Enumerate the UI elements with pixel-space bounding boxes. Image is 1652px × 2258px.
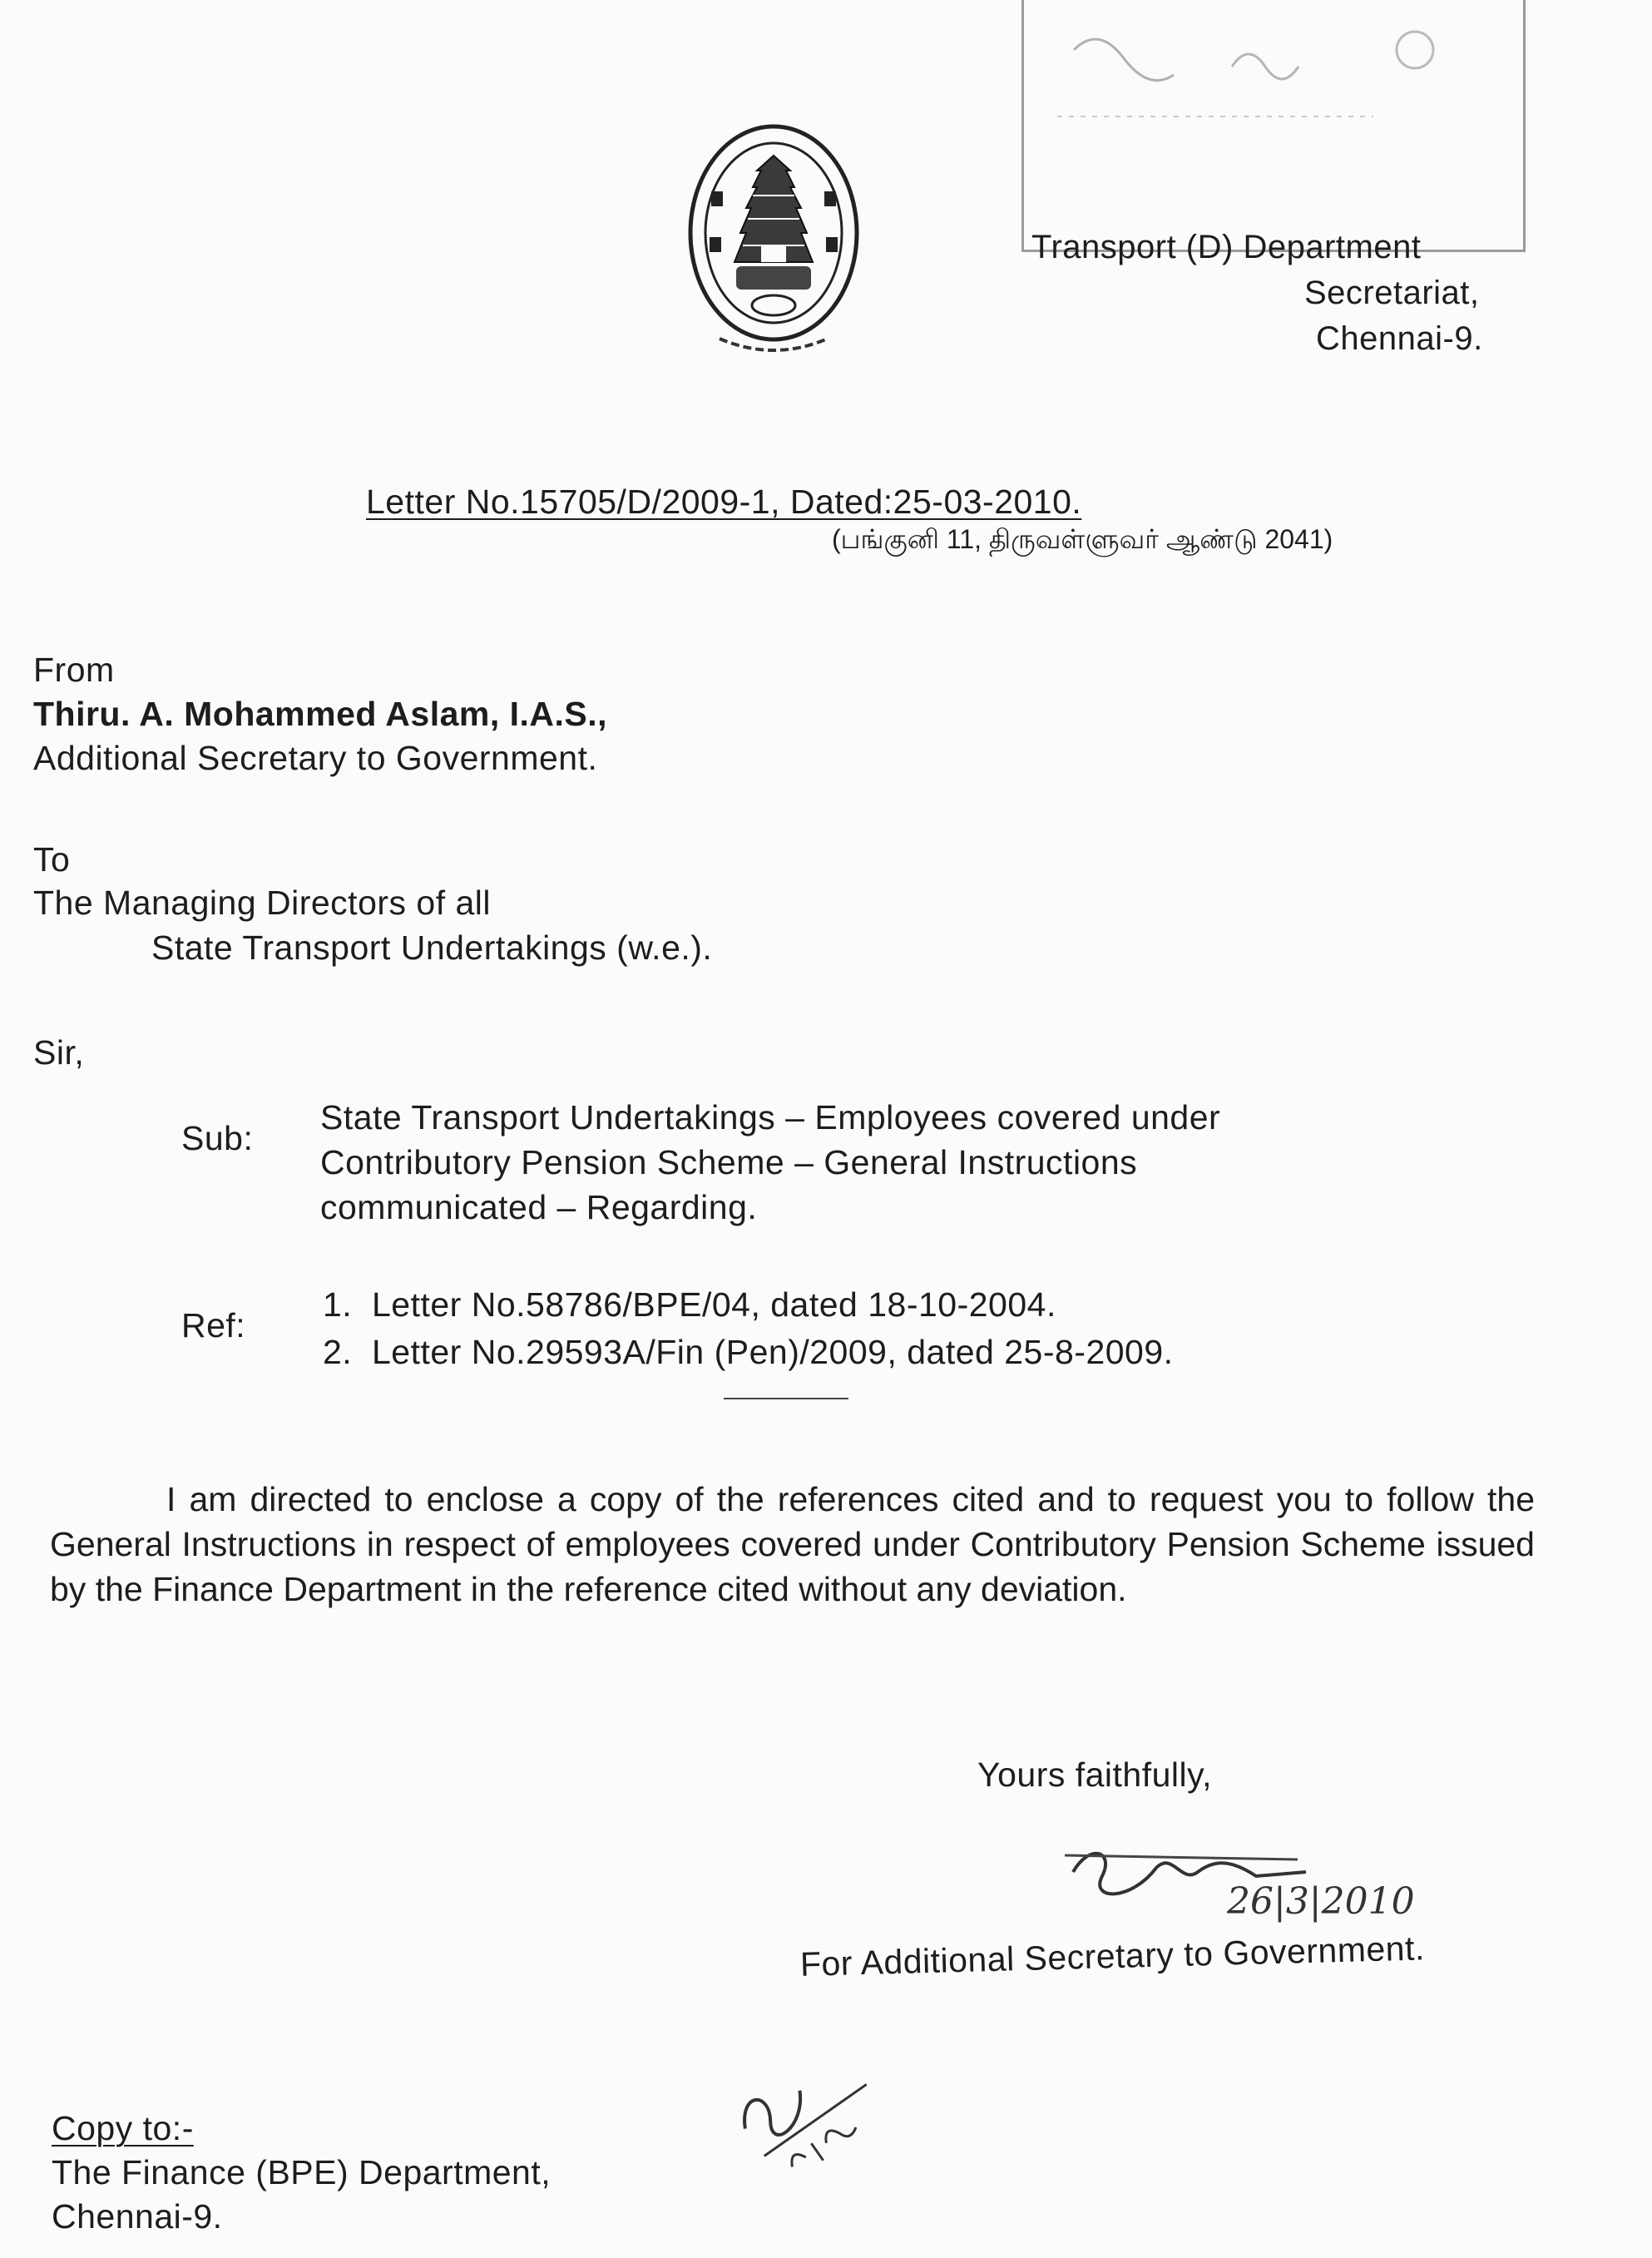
secretariat-label: Secretariat, [1304,275,1480,311]
subject-label: Sub: [181,1119,254,1157]
letter-number: Letter No.15705/D/2009-1, Dated:25-03-2010. [366,483,1082,521]
stamp-scribble [1024,0,1523,250]
from-label: From [33,651,115,689]
subject-line-3: communicated – Regarding. [320,1188,758,1226]
salutation: Sir, [33,1033,85,1072]
recipient-line-2: State Transport Undertakings (w.e.). [151,928,713,967]
copy-to-label: Copy to:- [52,2109,194,2147]
subject-line-2: Contributory Pension Scheme – General Instructions [320,1143,1138,1181]
sender-name: Thiru. A. Mohammed Aslam, I.A.S., [33,695,608,733]
copy-to-line-2: Chennai-9. [52,2197,223,2236]
closing-yours-faithfully: Yours faithfully, [977,1755,1212,1794]
tamil-nadu-emblem-icon [661,112,886,379]
reference-label: Ref: [181,1306,246,1344]
reference-item-2: 2. Letter No.29593A/Fin (Pen)/2009, dated 25-8-2009. [323,1333,1174,1371]
copy-to-line-1: The Finance (BPE) Department, [52,2153,551,2191]
recipient-line-1: The Managing Directors of all [33,884,492,922]
department-name: Transport (D) Department [1031,229,1422,265]
header-city: Chennai-9. [1316,320,1483,357]
signature-date: 26|3|2010 [1227,1880,1415,1923]
tamil-date: (பங்குனி 11, திருவள்ளுவர் ஆண்டு 2041) [832,524,1333,554]
sender-designation: Additional Secretary to Government. [33,739,598,777]
reference-item-1: 1. Letter No.58786/BPE/04, dated 18-10-2004. [323,1285,1056,1324]
received-stamp-box [1021,0,1526,252]
for-signatory: For Additional Secretary to Government. [799,1929,1426,1983]
to-label: To [33,840,71,879]
separator-line [724,1398,848,1399]
subject-line-1: State Transport Undertakings – Employees covered under [320,1098,1221,1136]
body-paragraph [50,1477,1535,1612]
initials-scribble [715,2022,898,2180]
body-text: I am directed to enclose a copy of the references cited and to request you to follow the General Instructions in respect of employees covered under Contributory Pension Scheme issued by the Finance Department in the reference cited without any deviation. [50,1480,1535,1608]
